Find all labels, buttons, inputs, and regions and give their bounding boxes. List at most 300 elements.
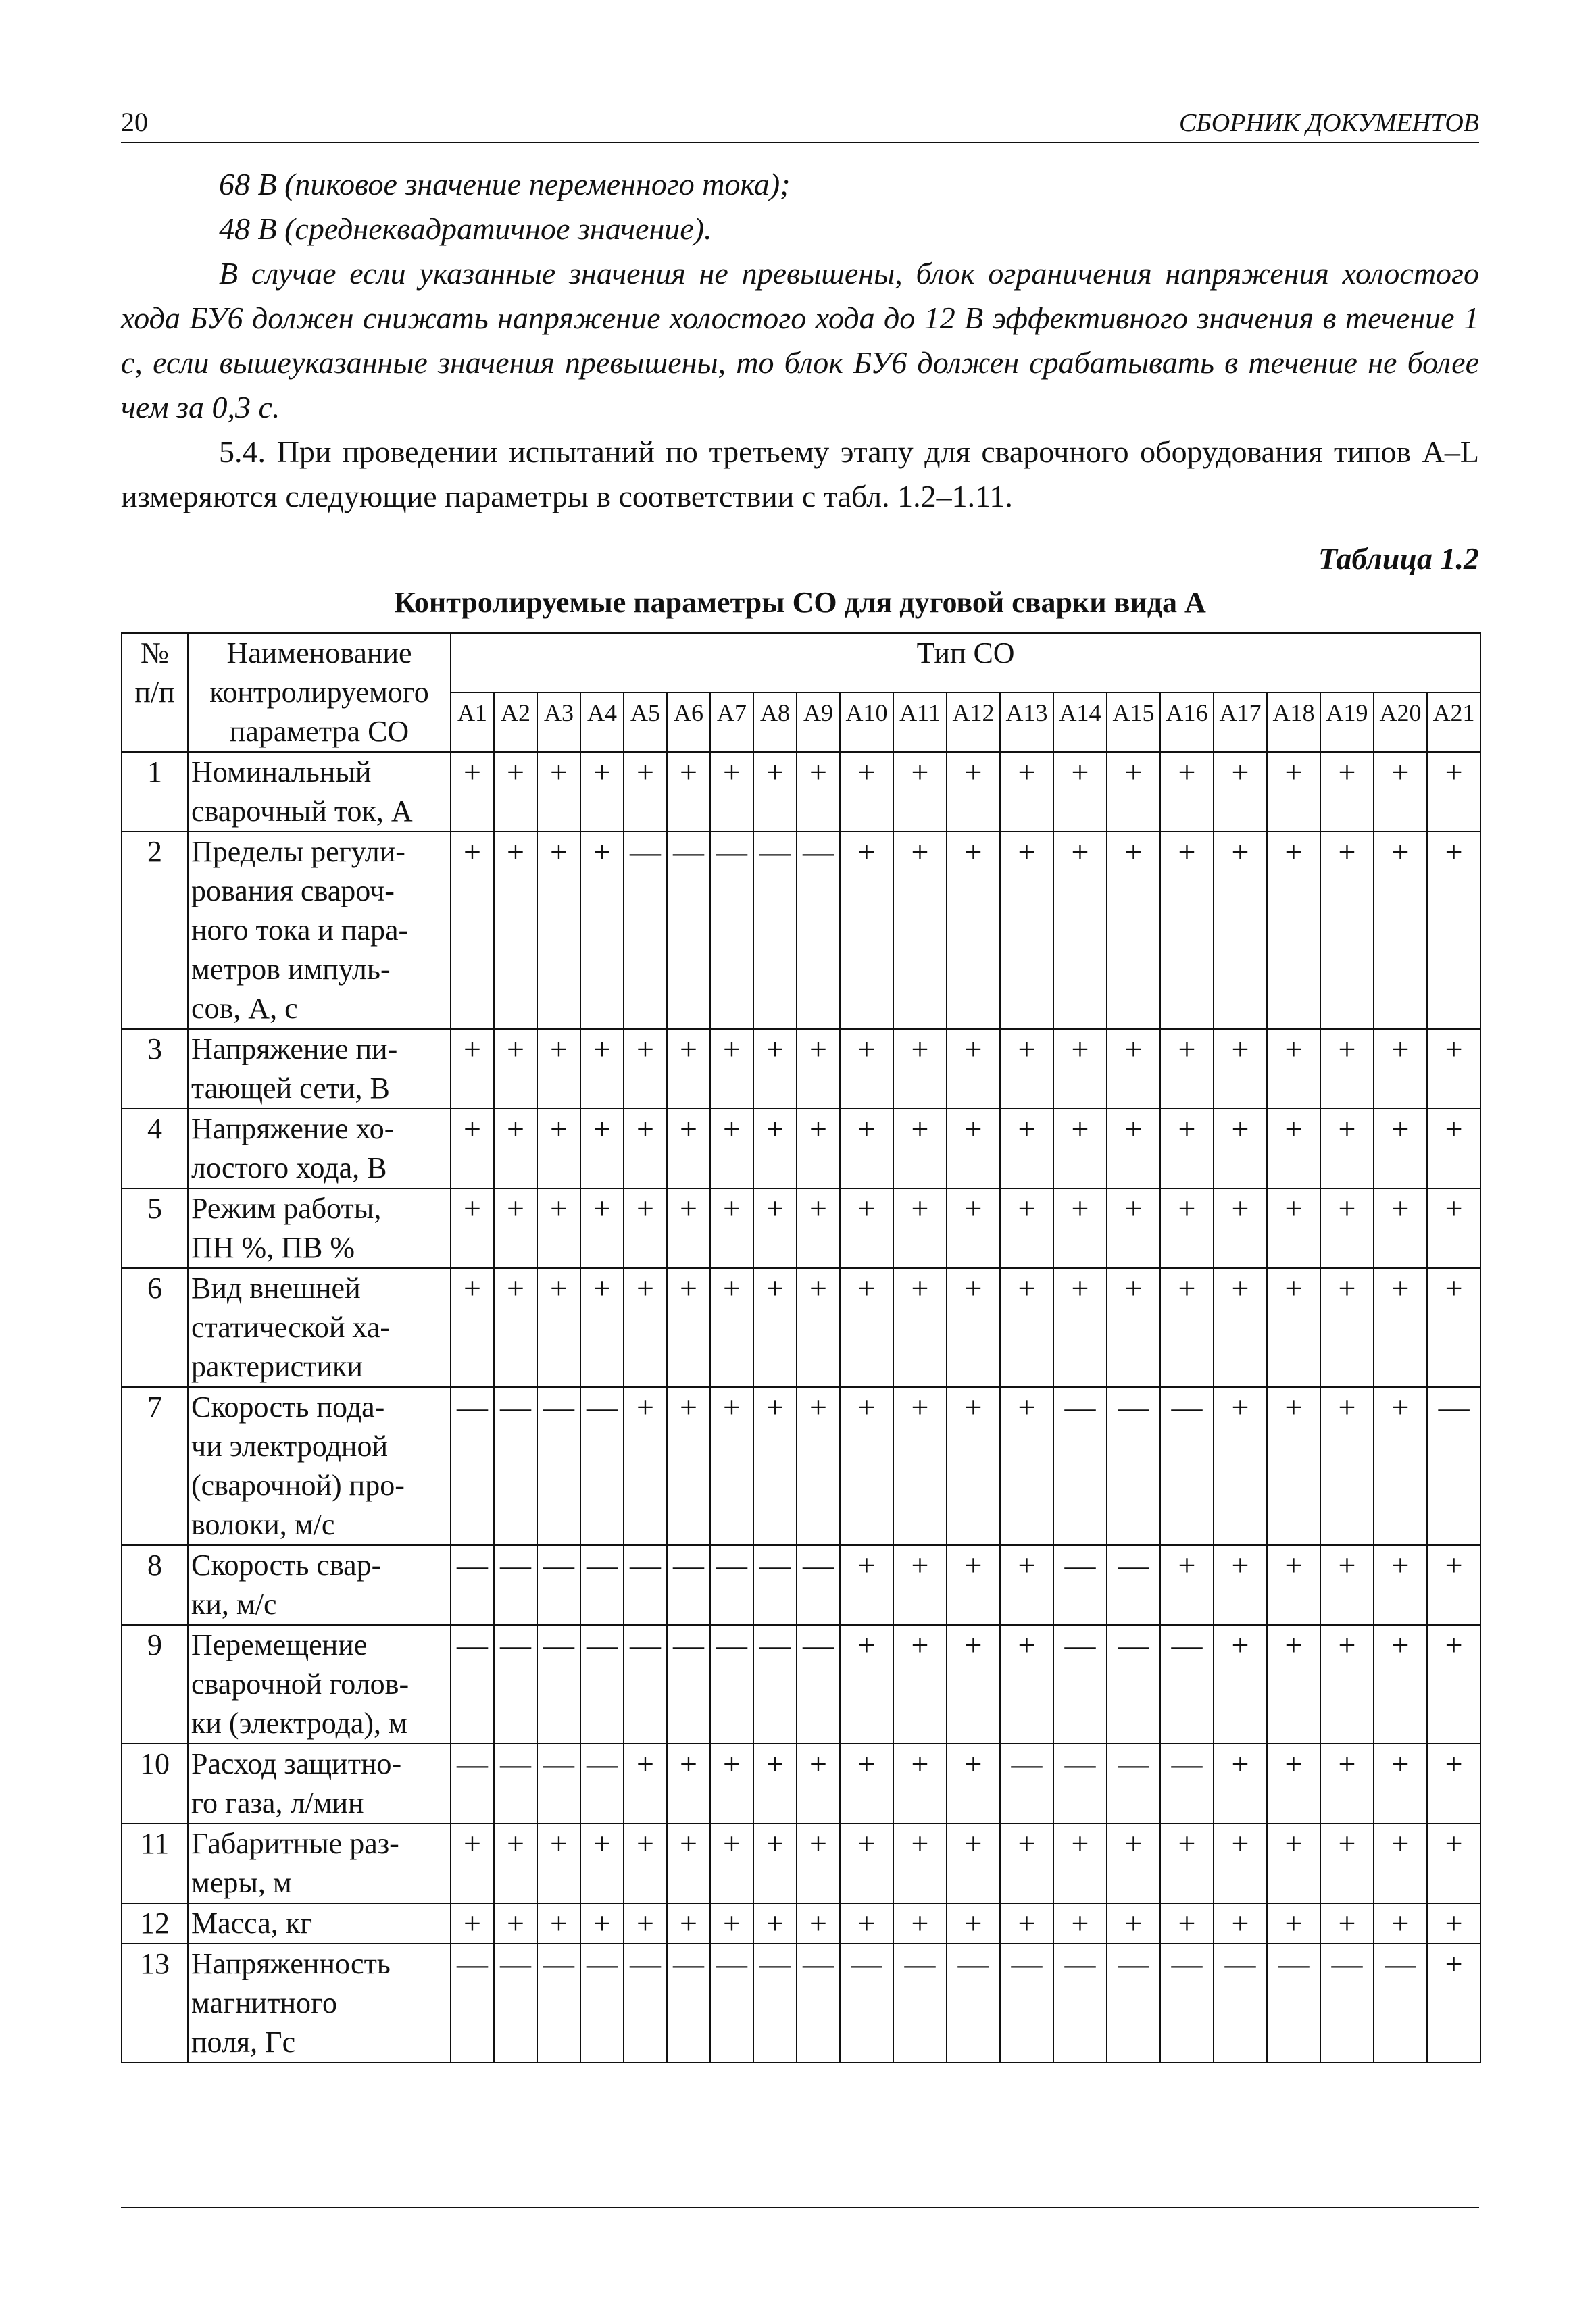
mark-plus: + xyxy=(753,1109,797,1188)
parameter-name: Режим работы, ПН %, ПВ % xyxy=(188,1188,451,1268)
mark-plus: + xyxy=(494,1109,537,1188)
mark-dash: — xyxy=(580,1744,624,1823)
type-header-A5: A5 xyxy=(624,693,667,752)
mark-plus: + xyxy=(1267,1268,1320,1387)
mark-plus: + xyxy=(710,1903,753,1944)
mark-dash: — xyxy=(710,1625,753,1744)
mark-plus: + xyxy=(624,1823,667,1903)
type-header-A2: A2 xyxy=(494,693,537,752)
mark-plus: + xyxy=(710,1744,753,1823)
mark-plus: + xyxy=(1000,1625,1053,1744)
mark-dash: — xyxy=(1000,1744,1053,1823)
mark-plus: + xyxy=(947,1188,1000,1268)
mark-plus: + xyxy=(710,752,753,832)
mark-plus: + xyxy=(537,1903,580,1944)
mark-dash: — xyxy=(580,1625,624,1744)
mark-plus: + xyxy=(1427,1545,1480,1625)
table-row xyxy=(122,752,1480,832)
parameter-name: Скорость пода- чи электродной (сварочной) про- волоки, м/с xyxy=(188,1387,451,1545)
row-number: 13 xyxy=(122,1944,188,2063)
type-header-A17: A17 xyxy=(1214,693,1267,752)
mark-plus: + xyxy=(624,1744,667,1823)
type-header-A7: A7 xyxy=(710,693,753,752)
row-number: 12 xyxy=(122,1903,188,1944)
mark-dash: — xyxy=(494,1944,537,2063)
mark-plus: + xyxy=(451,832,494,1029)
mark-plus: + xyxy=(1053,1188,1107,1268)
mark-plus: + xyxy=(1320,1903,1374,1944)
mark-plus: + xyxy=(840,1268,893,1387)
mark-dash: — xyxy=(624,1545,667,1625)
mark-plus: + xyxy=(580,1109,624,1188)
mark-dash: — xyxy=(667,1944,710,2063)
mark-plus: + xyxy=(1053,1029,1107,1109)
mark-plus: + xyxy=(1160,1545,1214,1625)
mark-plus: + xyxy=(1053,1268,1107,1387)
mark-dash: — xyxy=(667,1545,710,1625)
table-row xyxy=(122,1268,1480,1387)
mark-plus: + xyxy=(667,1268,710,1387)
mark-plus: + xyxy=(840,1109,893,1188)
mark-plus: + xyxy=(710,1268,753,1387)
type-header-A8: A8 xyxy=(753,693,797,752)
mark-plus: + xyxy=(494,832,537,1029)
mark-plus: + xyxy=(1107,1823,1160,1903)
parameter-name: Пределы регули- рования свароч- ного тока и пара- метров импуль- сов, А, с xyxy=(188,832,451,1029)
type-header-A13: A13 xyxy=(1000,693,1053,752)
mark-dash: — xyxy=(1053,1545,1107,1625)
mark-plus: + xyxy=(1160,832,1214,1029)
type-header-A6: A6 xyxy=(667,693,710,752)
type-header-A20: A20 xyxy=(1374,693,1427,752)
mark-dash: — xyxy=(1160,1625,1214,1744)
mark-plus: + xyxy=(1267,1823,1320,1903)
mark-plus: + xyxy=(451,1109,494,1188)
mark-plus: + xyxy=(840,1903,893,1944)
mark-plus: + xyxy=(624,1387,667,1545)
mark-plus: + xyxy=(1427,832,1480,1029)
mark-plus: + xyxy=(494,1823,537,1903)
mark-plus: + xyxy=(1000,1545,1053,1625)
mark-plus: + xyxy=(1053,1109,1107,1188)
mark-plus: + xyxy=(797,1744,840,1823)
mark-plus: + xyxy=(1320,1625,1374,1744)
mark-plus: + xyxy=(1000,1188,1053,1268)
mark-plus: + xyxy=(1107,1188,1160,1268)
page-number: 20 xyxy=(121,107,148,137)
mark-dash: — xyxy=(451,1545,494,1625)
mark-plus: + xyxy=(840,1387,893,1545)
mark-plus: + xyxy=(1053,832,1107,1029)
mark-plus: + xyxy=(893,1625,947,1744)
mark-plus: + xyxy=(624,1903,667,1944)
mark-dash: — xyxy=(580,1944,624,2063)
type-header-A12: A12 xyxy=(947,693,1000,752)
mark-dash: — xyxy=(451,1744,494,1823)
mark-plus: + xyxy=(1107,1903,1160,1944)
parameter-name: Напряжение пи- тающей сети, В xyxy=(188,1029,451,1109)
mark-plus: + xyxy=(710,1029,753,1109)
mark-dash: — xyxy=(1320,1944,1374,2063)
parameter-name: Скорость свар- ки, м/с xyxy=(188,1545,451,1625)
row-number: 8 xyxy=(122,1545,188,1625)
mark-plus: + xyxy=(1053,752,1107,832)
mark-plus: + xyxy=(1267,752,1320,832)
type-header-A9: A9 xyxy=(797,693,840,752)
mark-plus: + xyxy=(753,1387,797,1545)
mark-dash: — xyxy=(1107,1944,1160,2063)
type-header-A4: A4 xyxy=(580,693,624,752)
mark-plus: + xyxy=(797,1029,840,1109)
mark-plus: + xyxy=(1160,1903,1214,1944)
mark-plus: + xyxy=(840,832,893,1029)
col-number-header: № п/п xyxy=(122,633,188,752)
mark-plus: + xyxy=(1320,1823,1374,1903)
mark-dash: — xyxy=(494,1625,537,1744)
mark-plus: + xyxy=(797,1188,840,1268)
mark-plus: + xyxy=(537,832,580,1029)
parameters-table xyxy=(121,632,1481,2063)
mark-plus: + xyxy=(710,1188,753,1268)
mark-plus: + xyxy=(753,1029,797,1109)
mark-plus: + xyxy=(947,1903,1000,1944)
table-row xyxy=(122,1545,1480,1625)
mark-dash: — xyxy=(710,1545,753,1625)
type-header-A1: A1 xyxy=(451,693,494,752)
mark-dash: — xyxy=(1107,1387,1160,1545)
mark-dash: — xyxy=(537,1744,580,1823)
mark-plus: + xyxy=(580,752,624,832)
table-row xyxy=(122,1744,1480,1823)
mark-dash: — xyxy=(1160,1744,1214,1823)
mark-plus: + xyxy=(797,1109,840,1188)
mark-plus: + xyxy=(1000,1029,1053,1109)
mark-plus: + xyxy=(840,1545,893,1625)
paragraph: В случае если указанные значения не превышены, блок ограничения напряжения холостого хода БУ6 должен снижать напряжение холостого хода до 12 В эффективного значения в течение 1 с, если вышеуказанные значения превышены, то блок БУ6 должен срабатывать в течение не более чем за 0,3 с. xyxy=(121,256,1479,424)
mark-plus: + xyxy=(1374,1545,1427,1625)
mark-plus: + xyxy=(947,752,1000,832)
mark-plus: + xyxy=(1267,1109,1320,1188)
mark-plus: + xyxy=(797,1387,840,1545)
mark-plus: + xyxy=(1427,1268,1480,1387)
text-line: 68 В (пиковое значение переменного тока); xyxy=(219,167,791,201)
mark-dash: — xyxy=(1107,1545,1160,1625)
mark-plus: + xyxy=(1374,752,1427,832)
mark-plus: + xyxy=(667,1109,710,1188)
mark-plus: + xyxy=(1107,752,1160,832)
mark-dash: — xyxy=(1427,1387,1480,1545)
mark-dash: — xyxy=(537,1387,580,1545)
mark-plus: + xyxy=(1374,832,1427,1029)
text-line: 48 В (среднеквадратичное значение). xyxy=(219,211,712,246)
parameter-name: Габаритные раз- меры, м xyxy=(188,1823,451,1903)
mark-plus: + xyxy=(1214,1029,1267,1109)
mark-plus: + xyxy=(624,1268,667,1387)
mark-plus: + xyxy=(1320,832,1374,1029)
mark-plus: + xyxy=(893,1823,947,1903)
mark-plus: + xyxy=(1427,1823,1480,1903)
row-number: 6 xyxy=(122,1268,188,1387)
parameter-name: Вид внешней статической ха- рактеристики xyxy=(188,1268,451,1387)
mark-plus: + xyxy=(1320,1188,1374,1268)
type-header-A18: A18 xyxy=(1267,693,1320,752)
mark-plus: + xyxy=(947,1387,1000,1545)
mark-plus: + xyxy=(893,1903,947,1944)
mark-plus: + xyxy=(893,752,947,832)
type-header-A14: A14 xyxy=(1053,693,1107,752)
row-number: 10 xyxy=(122,1744,188,1823)
mark-plus: + xyxy=(840,1029,893,1109)
mark-plus: + xyxy=(753,752,797,832)
mark-dash: — xyxy=(710,832,753,1029)
mark-plus: + xyxy=(753,1188,797,1268)
mark-plus: + xyxy=(1374,1188,1427,1268)
mark-plus: + xyxy=(1374,1625,1427,1744)
mark-dash: — xyxy=(753,1944,797,2063)
mark-plus: + xyxy=(893,1545,947,1625)
table-row xyxy=(122,1944,1480,2063)
mark-plus: + xyxy=(667,1387,710,1545)
mark-plus: + xyxy=(1214,1188,1267,1268)
mark-dash: — xyxy=(451,1625,494,1744)
mark-plus: + xyxy=(1214,752,1267,832)
mark-plus: + xyxy=(580,832,624,1029)
mark-dash: — xyxy=(1053,1625,1107,1744)
mark-plus: + xyxy=(1267,1188,1320,1268)
row-number: 1 xyxy=(122,752,188,832)
mark-dash: — xyxy=(494,1387,537,1545)
mark-plus: + xyxy=(947,1029,1000,1109)
footer-rule xyxy=(121,2207,1479,2208)
mark-plus: + xyxy=(947,1823,1000,1903)
mark-plus: + xyxy=(1000,1823,1053,1903)
mark-plus: + xyxy=(667,1903,710,1944)
row-number: 5 xyxy=(122,1188,188,1268)
mark-dash: — xyxy=(947,1944,1000,2063)
mark-plus: + xyxy=(947,1109,1000,1188)
row-number: 4 xyxy=(122,1109,188,1188)
parameter-name: Напряженность магнитного поля, Гс xyxy=(188,1944,451,2063)
mark-plus: + xyxy=(893,1109,947,1188)
type-header-A19: A19 xyxy=(1320,693,1374,752)
mark-dash: — xyxy=(1160,1387,1214,1545)
mark-plus: + xyxy=(1427,1944,1480,2063)
mark-plus: + xyxy=(1107,832,1160,1029)
mark-dash: — xyxy=(667,1625,710,1744)
mark-plus: + xyxy=(537,1823,580,1903)
row-number: 7 xyxy=(122,1387,188,1545)
table-row xyxy=(122,1903,1480,1944)
mark-plus: + xyxy=(1214,1625,1267,1744)
mark-plus: + xyxy=(893,1268,947,1387)
mark-dash: — xyxy=(451,1387,494,1545)
mark-plus: + xyxy=(797,1823,840,1903)
mark-plus: + xyxy=(667,1744,710,1823)
type-header-A11: A11 xyxy=(893,693,947,752)
mark-plus: + xyxy=(624,1029,667,1109)
mark-plus: + xyxy=(1214,1268,1267,1387)
mark-plus: + xyxy=(1267,1387,1320,1545)
mark-plus: + xyxy=(1427,1188,1480,1268)
mark-plus: + xyxy=(893,832,947,1029)
row-number: 9 xyxy=(122,1625,188,1744)
mark-plus: + xyxy=(1374,1744,1427,1823)
mark-plus: + xyxy=(1053,1823,1107,1903)
mark-dash: — xyxy=(1214,1944,1267,2063)
mark-plus: + xyxy=(840,1188,893,1268)
mark-plus: + xyxy=(1214,1903,1267,1944)
parameter-name: Масса, кг xyxy=(188,1903,451,1944)
table-row xyxy=(122,1823,1480,1903)
mark-plus: + xyxy=(1267,1903,1320,1944)
mark-plus: + xyxy=(537,1188,580,1268)
mark-dash: — xyxy=(537,1545,580,1625)
mark-plus: + xyxy=(1427,1029,1480,1109)
mark-dash: — xyxy=(537,1944,580,2063)
mark-plus: + xyxy=(1000,1903,1053,1944)
mark-plus: + xyxy=(1427,1625,1480,1744)
mark-plus: + xyxy=(494,1903,537,1944)
mark-plus: + xyxy=(840,1744,893,1823)
mark-plus: + xyxy=(1214,832,1267,1029)
mark-plus: + xyxy=(537,752,580,832)
mark-plus: + xyxy=(710,1387,753,1545)
mark-plus: + xyxy=(451,1029,494,1109)
mark-plus: + xyxy=(1107,1029,1160,1109)
mark-plus: + xyxy=(797,1268,840,1387)
mark-plus: + xyxy=(1427,1744,1480,1823)
mark-dash: — xyxy=(1000,1944,1053,2063)
mark-plus: + xyxy=(451,1268,494,1387)
mark-plus: + xyxy=(667,752,710,832)
table-row xyxy=(122,1188,1480,1268)
mark-plus: + xyxy=(947,1744,1000,1823)
mark-plus: + xyxy=(1214,1744,1267,1823)
mark-plus: + xyxy=(1374,1029,1427,1109)
mark-plus: + xyxy=(1320,1387,1374,1545)
mark-plus: + xyxy=(1000,832,1053,1029)
table-row xyxy=(122,1109,1480,1188)
mark-dash: — xyxy=(797,1944,840,2063)
mark-plus: + xyxy=(1374,1823,1427,1903)
mark-plus: + xyxy=(537,1029,580,1109)
parameter-name: Напряжение хо- лостого хода, В xyxy=(188,1109,451,1188)
mark-plus: + xyxy=(753,1903,797,1944)
mark-plus: + xyxy=(893,1744,947,1823)
mark-plus: + xyxy=(1320,1109,1374,1188)
mark-plus: + xyxy=(893,1387,947,1545)
mark-plus: + xyxy=(947,1268,1000,1387)
mark-plus: + xyxy=(1267,832,1320,1029)
mark-plus: + xyxy=(1214,1823,1267,1903)
mark-plus: + xyxy=(1160,1188,1214,1268)
mark-plus: + xyxy=(1000,1268,1053,1387)
mark-plus: + xyxy=(667,1029,710,1109)
mark-dash: — xyxy=(1374,1944,1427,2063)
type-header-A10: A10 xyxy=(840,693,893,752)
table-row xyxy=(122,1387,1480,1545)
mark-plus: + xyxy=(494,1268,537,1387)
mark-plus: + xyxy=(1160,1823,1214,1903)
mark-plus: + xyxy=(893,1029,947,1109)
paragraph: 5.4. При проведении испытаний по третьему этапу для сварочного оборудования типов A–L измеряются следующие параметры в соответствии с табл. 1.2–1.11. xyxy=(121,434,1479,513)
mark-plus: + xyxy=(494,752,537,832)
mark-plus: + xyxy=(1320,752,1374,832)
mark-plus: + xyxy=(1214,1109,1267,1188)
mark-plus: + xyxy=(947,832,1000,1029)
table-title: Контролируемые параметры СО для дуговой сварки вида А xyxy=(394,586,1206,619)
mark-plus: + xyxy=(797,1903,840,1944)
mark-plus: + xyxy=(1320,1029,1374,1109)
mark-plus: + xyxy=(947,1625,1000,1744)
mark-plus: + xyxy=(1427,1903,1480,1944)
mark-dash: — xyxy=(797,832,840,1029)
mark-plus: + xyxy=(580,1188,624,1268)
mark-plus: + xyxy=(451,1823,494,1903)
mark-plus: + xyxy=(624,1188,667,1268)
mark-dash: — xyxy=(624,1625,667,1744)
mark-dash: — xyxy=(893,1944,947,2063)
table-number: Таблица 1.2 xyxy=(1318,541,1479,576)
mark-plus: + xyxy=(1320,1545,1374,1625)
parameter-name: Перемещение сварочной голов- ки (электрода), м xyxy=(188,1625,451,1744)
mark-dash: — xyxy=(1107,1744,1160,1823)
mark-dash: — xyxy=(1053,1944,1107,2063)
mark-plus: + xyxy=(1160,1029,1214,1109)
mark-dash: — xyxy=(1053,1744,1107,1823)
mark-plus: + xyxy=(1320,1268,1374,1387)
col-name-header: Наименование контролируемого параметра СО xyxy=(188,633,451,752)
mark-plus: + xyxy=(1214,1387,1267,1545)
mark-dash: — xyxy=(1160,1944,1214,2063)
mark-plus: + xyxy=(1053,1903,1107,1944)
mark-plus: + xyxy=(1160,752,1214,832)
mark-plus: + xyxy=(667,1188,710,1268)
mark-plus: + xyxy=(1374,1387,1427,1545)
mark-plus: + xyxy=(1160,1109,1214,1188)
mark-plus: + xyxy=(537,1268,580,1387)
mark-plus: + xyxy=(1374,1109,1427,1188)
parameter-name: Расход защитно- го газа, л/мин xyxy=(188,1744,451,1823)
mark-plus: + xyxy=(840,1823,893,1903)
mark-dash: — xyxy=(1053,1387,1107,1545)
mark-plus: + xyxy=(1000,1109,1053,1188)
mark-plus: + xyxy=(797,752,840,832)
mark-plus: + xyxy=(494,1029,537,1109)
mark-dash: — xyxy=(753,832,797,1029)
mark-plus: + xyxy=(1427,752,1480,832)
mark-dash: — xyxy=(624,1944,667,2063)
mark-dash: — xyxy=(1267,1944,1320,2063)
table-row xyxy=(122,832,1480,1029)
mark-plus: + xyxy=(667,1823,710,1903)
mark-dash: — xyxy=(753,1625,797,1744)
row-number: 3 xyxy=(122,1029,188,1109)
mark-plus: + xyxy=(1374,1903,1427,1944)
mark-plus: + xyxy=(753,1268,797,1387)
mark-plus: + xyxy=(710,1823,753,1903)
col-type-header: Тип СО xyxy=(451,633,1480,693)
mark-plus: + xyxy=(451,1188,494,1268)
mark-plus: + xyxy=(1000,752,1053,832)
mark-plus: + xyxy=(1107,1268,1160,1387)
mark-plus: + xyxy=(1107,1109,1160,1188)
mark-plus: + xyxy=(1000,1387,1053,1545)
mark-plus: + xyxy=(580,1268,624,1387)
type-header-A21: A21 xyxy=(1427,693,1480,752)
running-title: СБОРНИК ДОКУМЕНТОВ xyxy=(1178,109,1479,137)
mark-dash: — xyxy=(797,1545,840,1625)
